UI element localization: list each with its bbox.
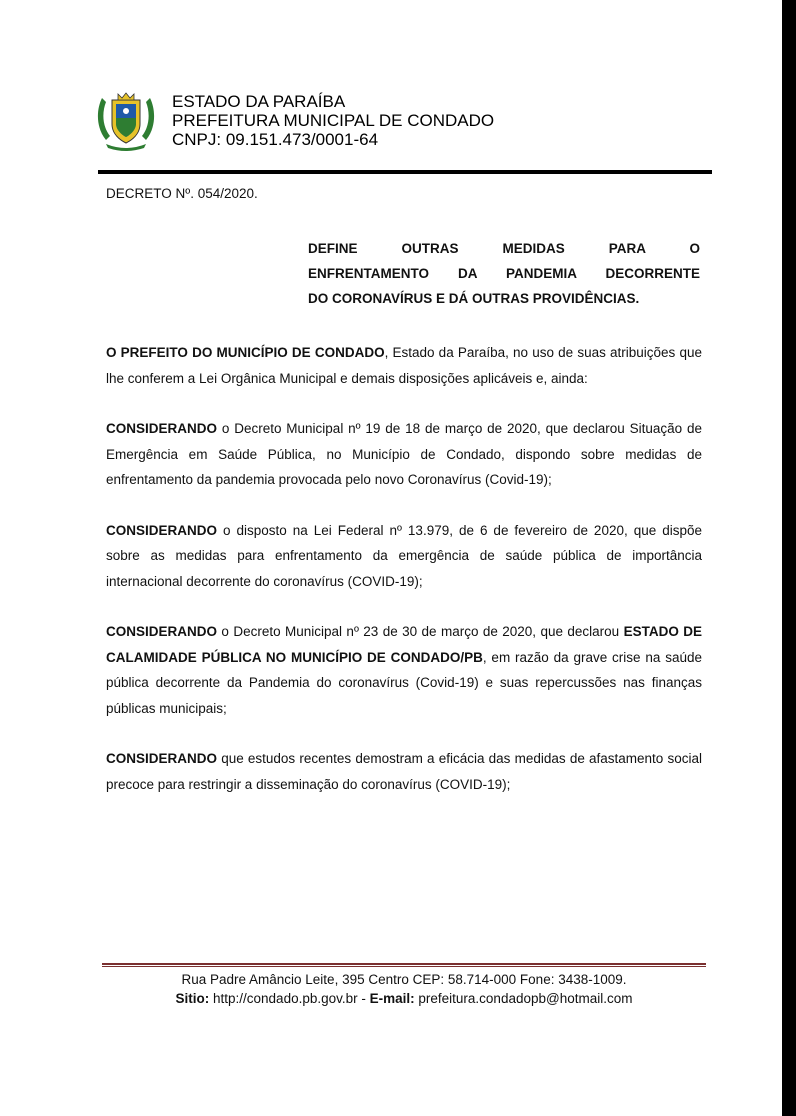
footer-site-label: Sitio:	[175, 991, 210, 1006]
document-footer	[102, 970, 706, 1008]
document-header	[92, 86, 712, 156]
paragraph-considerando	[106, 518, 702, 595]
bold-emphasis: ESTADO DE CALAMIDADE PÚBLICA NO MUNICÍPIO DE CONDADO/PB	[106, 624, 702, 665]
footer-contact	[102, 989, 706, 1008]
summary-line: DEFINE OUTRAS MEDIDAS PARA O	[308, 241, 700, 256]
footer-email-label: E-mail:	[369, 991, 415, 1006]
footer-divider	[102, 963, 706, 965]
paragraph-text: o disposto na Lei Federal nº 13.979, de 6 de fevereiro de 2020, que dispõe sobre as medidas para enfrentamento da emergência de saúde pública de importância internacional decorrente do coronavírus (COVID-19);	[106, 522, 702, 589]
bold-lead: CONSIDERANDO	[106, 624, 218, 639]
paragraph-considerando	[106, 416, 702, 493]
decree-number: DECRETO Nº. 054/2020.	[106, 186, 258, 201]
decree-summary	[308, 236, 700, 311]
page-edge-bar	[782, 0, 796, 1116]
header-prefecture: PREFEITURA MUNICIPAL DE CONDADO	[172, 111, 495, 130]
municipal-crest-icon	[92, 90, 160, 152]
paragraph-considerando	[106, 619, 702, 721]
paragraph-text: o Decreto Municipal nº 19 de 18 de março de 2020, que declarou Situação de Emergência em Saúde Pública, no Município de Condado, dispondo sobre medidas de enfrentamento da pandemia provocada pelo novo Coronavírus (Covid-19);	[106, 421, 702, 487]
header-divider	[98, 170, 712, 174]
footer-address: Rua Padre Amâncio Leite, 395 Centro CEP: 58.714-000 Fone: 3438-1009.	[181, 972, 627, 987]
paragraph-text: , em razão da grave crise na saúde pública decorrente da Pandemia do coronavírus (Covid-19) e suas repercussões nas finanças públicas municipais;	[106, 649, 702, 716]
summary-line: ENFRENTAMENTO DA PANDEMIA DECORRENTE	[308, 266, 700, 281]
bold-lead: CONSIDERANDO	[106, 522, 218, 538]
paragraph-preamble	[106, 340, 702, 391]
summary-line: DO CORONAVÍRUS E DÁ OUTRAS PROVIDÊNCIAS.	[308, 291, 640, 306]
bold-lead: CONSIDERANDO	[106, 421, 218, 436]
bold-lead: CONSIDERANDO	[106, 751, 218, 766]
header-state: ESTADO DA PARAÍBA	[172, 92, 346, 111]
footer-site-url: http://condado.pb.gov.br -	[209, 991, 370, 1006]
footer-email: prefeitura.condadopb@hotmail.com	[414, 991, 633, 1006]
paragraph-text: , Estado da Paraíba, no uso de suas atribuições que lhe conferem a Lei Orgânica Municipal e demais disposições aplicáveis e, ainda:	[106, 345, 702, 386]
decree-body	[106, 340, 702, 822]
paragraph-considerando	[106, 746, 702, 797]
footer-divider-thin	[102, 966, 706, 967]
paragraph-text: que estudos recentes demostram a eficácia das medidas de afastamento social precoce para restringir a disseminação do coronavírus (COVID-19);	[106, 751, 702, 792]
bold-lead: O PREFEITO DO MUNICÍPIO DE CONDADO	[106, 345, 385, 360]
header-cnpj: CNPJ: 09.151.473/0001-64	[172, 130, 379, 149]
paragraph-text: o Decreto Municipal nº 23 de 30 de março de 2020, que declarou	[217, 624, 624, 639]
